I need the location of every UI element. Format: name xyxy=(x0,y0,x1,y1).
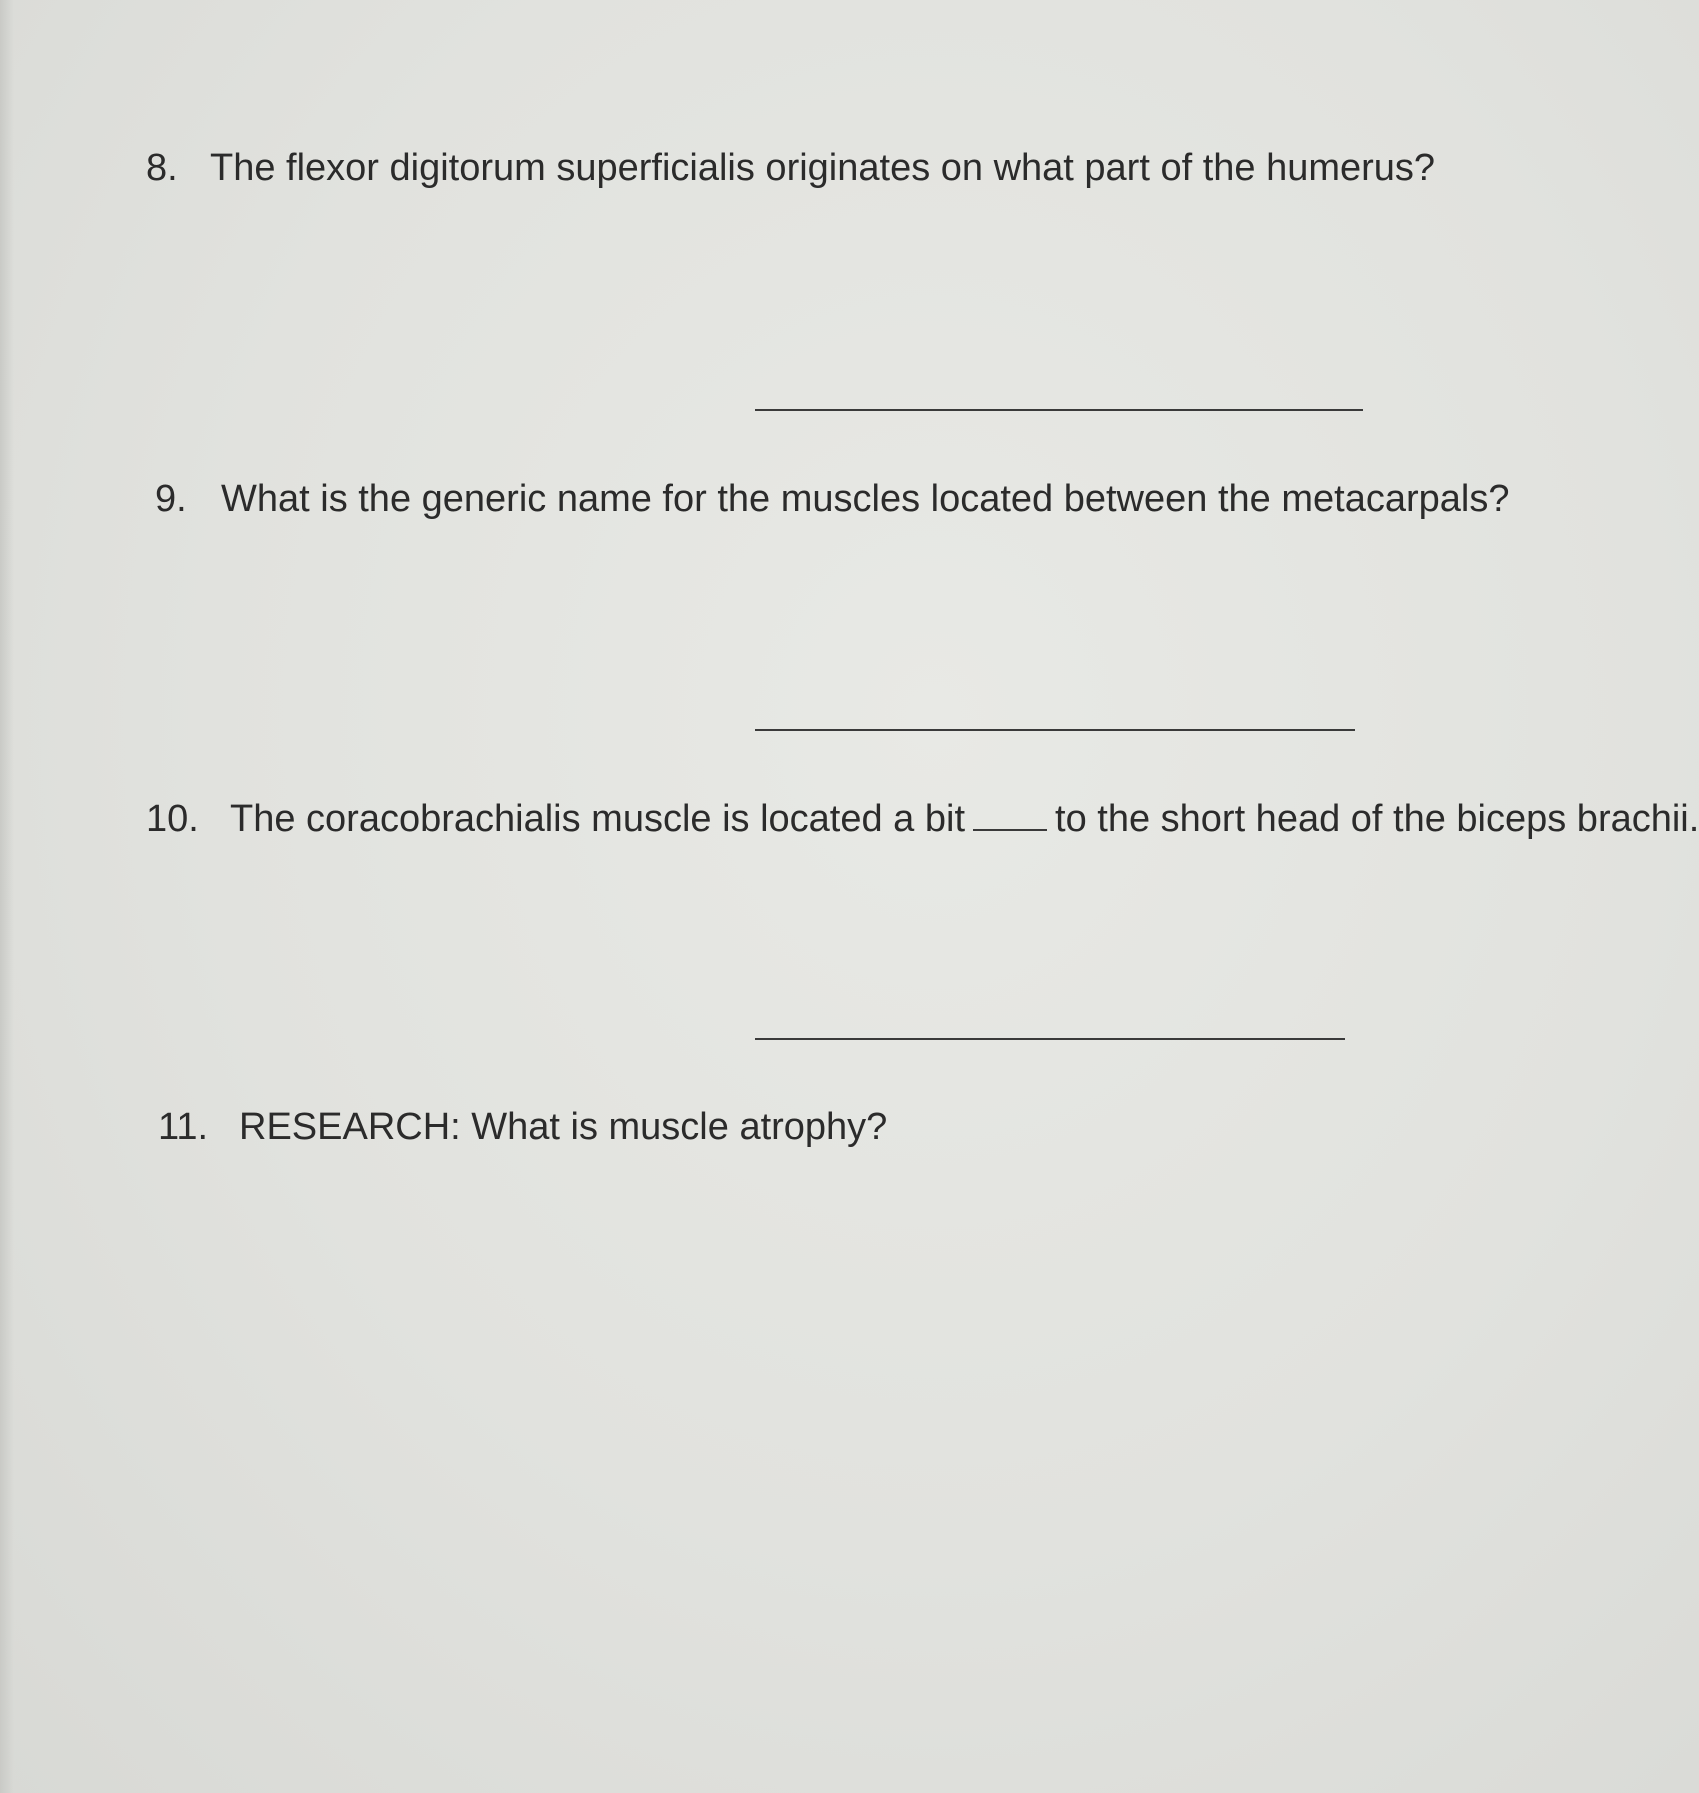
question-text-after-blank: to the short head of the biceps brachii. xyxy=(1055,798,1699,840)
question-text-before-blank: The coracobrachialis muscle is located a bit xyxy=(230,798,966,840)
question-text: What is the generic name for the muscles located between the metacarpals? xyxy=(221,478,1510,520)
question-number: 8. xyxy=(146,147,178,189)
answer-line-10[interactable] xyxy=(755,1038,1345,1040)
answer-line-9[interactable] xyxy=(755,729,1355,731)
page-edge-shadow xyxy=(0,0,14,1793)
question-number: 10. xyxy=(146,798,199,840)
question-text xyxy=(230,797,1699,841)
question-text: The flexor digitorum superficialis originates on what part of the humerus? xyxy=(210,147,1436,189)
question-text: RESEARCH: What is muscle atrophy? xyxy=(239,1106,888,1148)
answer-line-8[interactable] xyxy=(755,409,1363,411)
question-number: 11. xyxy=(158,1106,209,1148)
question-number: 9. xyxy=(155,478,187,520)
inline-blank[interactable] xyxy=(973,799,1047,831)
